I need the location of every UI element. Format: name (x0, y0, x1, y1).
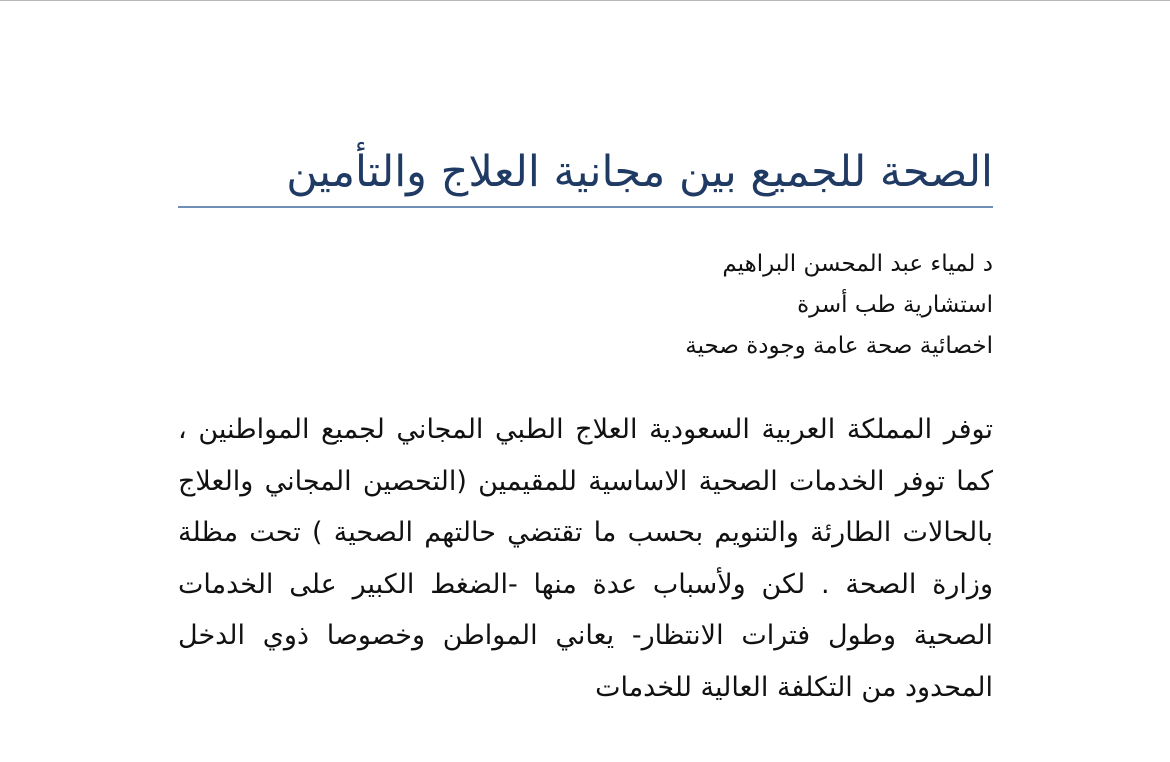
title-underline (178, 206, 993, 208)
article-title: الصحة للجميع بين مجانية العلاج والتأمين (286, 147, 993, 197)
article-body-paragraph: توفر المملكة العربية السعودية العلاج الطبي المجاني لجميع المواطنين ، كما توفر الخدمات الصحية الاساسية للمقيمين (التحصين المجاني والعلاج بالحالات الطارئة والتنويم بحسب ما تقتضي حالتهم الصحية ) تحت مظلة وزارة الصحة . لكن ولأسباب عدة منها -الضغط الكبير على الخدمات الصحية وطول فترات الانتظار- يعاني المواطن وخصوصا ذوي الدخل المحدود من التكلفة العالية للخدمات (178, 414, 993, 703)
author-name: د لمياء عبد المحسن البراهيم (722, 251, 993, 277)
document-page (178, 0, 993, 762)
author-role: استشارية طب أسرة (797, 292, 993, 318)
author-specialty: اخصائية صحة عامة وجودة صحية (685, 333, 993, 359)
author-info (178, 244, 993, 367)
